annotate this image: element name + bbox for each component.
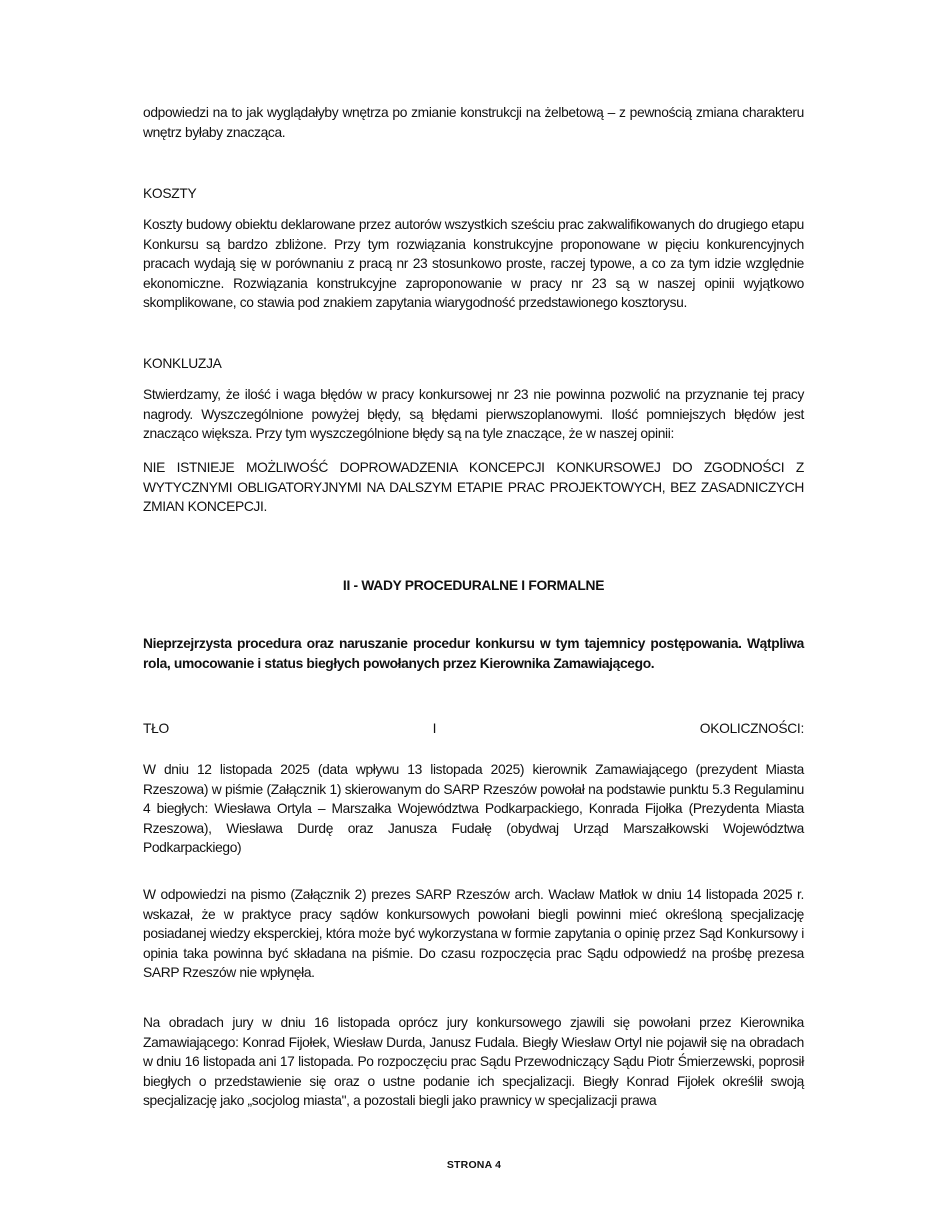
background-heading-word-1: TŁO [143, 721, 169, 736]
paragraph-2-text: W odpowiedzi na pismo (Załącznik 2) prezes SARP Rzeszów arch. Wacław Matłok w dniu 14 listopada 2025 r. wskazał, że w praktyce pracy sądów konkursowych powołani biegli powinni mieć określoną specjalizację posiadanej wiedzy eksperckiej, która może być wykorzystana w formie zapytania o opinię przez Sąd Konkursowy i opinia taka powinna być składana na piśmie. Do czasu rozpoczęcia prac Sądu odpowiedź na prośbę prezesa SARP Rzeszów nie wpłynęła. [143, 887, 804, 981]
bold-lead-text: Nieprzejrzysta procedura oraz naruszanie procedur konkursu w tym tajemnicy postępowania. Wątpliwa rola, umocowanie i status biegłych powołanych przez Kierownika Zamawiającego. [143, 636, 804, 671]
conclusion-paragraph [143, 385, 804, 444]
background-heading-word-2: I [432, 721, 437, 736]
costs-text: Koszty budowy obiektu deklarowane przez autorów wszystkich sześciu prac zakwalifikowanych do drugiego etapu Konkursu są bardzo zbliżone. Przy tym rozwiązania konstrukcyjne proponowane w pięciu konkurencyjnych pracach wydają się w porównaniu z pracą nr 23 stosunkowo proste, raczej typowe, a co za tym idzie względnie ekonomiczne. Rozwiązania konstrukcyjne zaproponowanie w pracy nr 23 są w naszej opinii wyjątkowo skomplikowane, co stawia pod znakiem zapytania wiarygodność przedstawionego kosztorysu. [143, 217, 804, 311]
paragraph-1-text: W dniu 12 listopada 2025 (data wpływu 13 listopada 2025) kierownik Zamawiającego (prezydent Miasta Rzeszowa) w piśmie (Załącznik 1) skierowanym do SARP Rzeszów powołał na podstawie punktu 5.3 Regulaminu 4 biegłych: Wiesława Ortyla – Marszałka Województwa Podkarpackiego, Konrada Fijołka (Prezydenta Miasta Rzeszowa), Wiesława Durdę oraz Janusza Fudałę (obydwaj Urząd Marszałkowski Województwa Podkarpackiego) [143, 762, 804, 856]
costs-heading-text: KOSZTY [143, 186, 197, 201]
conclusion-heading [143, 354, 804, 374]
background-heading-row [143, 719, 804, 739]
paragraph-3-text: Na obradach jury w dniu 16 listopada oprócz jury konkursowego zjawili się powołani przez Kierownika Zamawiającego: Konrad Fijołek, Wiesław Durda, Janusz Fudala. Biegły Wiesław Ortyl nie pojawił się na obradach w dniu 16 listopada ani 17 listopada. Po rozpoczęciu prac Sądu Przewodniczący Sądu Piotr Śmierzewski, poprosił biegłych o przedstawienie się oraz o ustne podanie ich specjalizacji. Biegły Konrad Fijołek określił swoją specjalizację jako „socjolog miasta", a pozostali biegli jako prawnicy w specjalizacji prawa [143, 1015, 804, 1109]
background-heading-word-3: OKOLICZNOŚCI: [699, 721, 804, 736]
background-heading [143, 719, 804, 739]
conclusion-text: Stwierdzamy, że ilość i waga błędów w pracy konkursowej nr 23 nie powinna pozwolić na przyznanie tej pracy nagrody. Wyszczególnione powyżej błędy, są błędami pierwszoplanowymi. Ilość pomniejszych błędów jest znacząco większa. Przy tym wyszczególnione błędy są na tyle znaczące, że w naszej opinii: [143, 387, 804, 442]
caps-text: NIE ISTNIEJE MOŻLIWOŚĆ DOPROWADZENIA KONCEPCJI KONKURSOWEJ DO ZGODNOŚCI Z WYTYCZNYMI OBLIGATORYJNYMI NA DALSZYM ETAPIE PRAC PROJEKTOWYCH, BEZ ZASADNICZYCH ZMIAN KONCEPCJI. [143, 460, 804, 515]
paragraph-1 [143, 760, 804, 858]
bold-lead-paragraph [143, 634, 804, 673]
caps-paragraph [143, 458, 804, 517]
section-title-text: II - WADY PROCEDURALNE I FORMALNE [342, 578, 605, 593]
paragraph-3 [143, 1013, 804, 1111]
intro-paragraph [143, 103, 804, 142]
intro-text: odpowiedzi na to jak wyglądałyby wnętrza po zmianie konstrukcji na żelbetową – z pewnością zmiana charakteru wnętrz byłaby znacząca. [143, 105, 804, 140]
paragraph-2 [143, 885, 804, 983]
costs-paragraph [143, 215, 804, 313]
page-number: STRONA 4 [446, 1159, 502, 1171]
costs-heading [143, 184, 804, 204]
section-title [143, 576, 804, 596]
conclusion-heading-text: KONKLUZJA [143, 356, 222, 371]
